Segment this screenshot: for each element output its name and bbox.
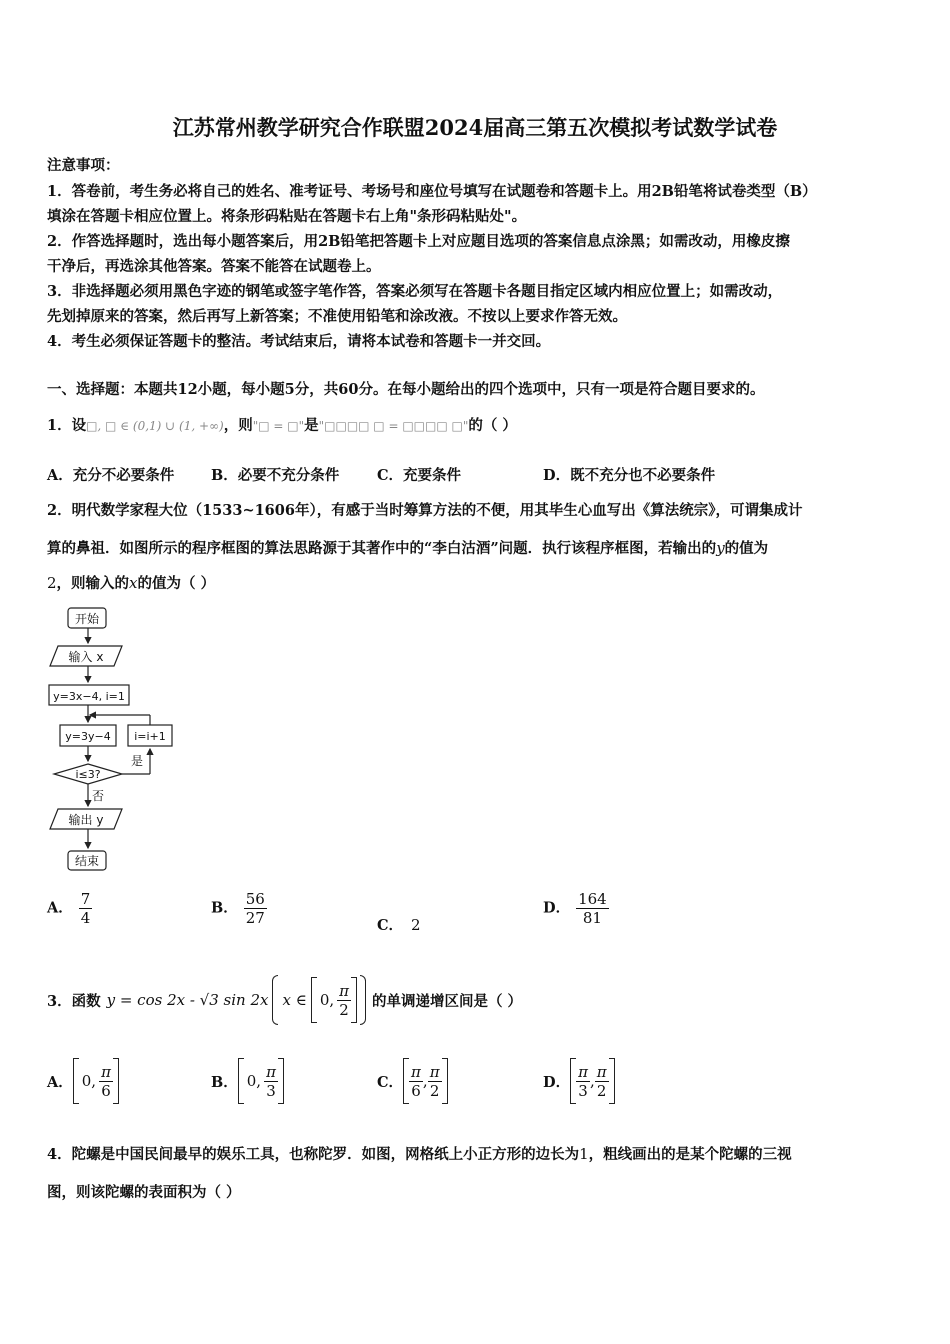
q4-line1b: ，粗线画出的是某个陀螺的三视: [588, 1146, 792, 1163]
flow-update-i-label: i=i+1: [134, 730, 166, 743]
fraction-den: 6: [99, 1081, 113, 1100]
q2-line3b: 的值为（ ）: [137, 575, 216, 592]
fraction-num: π: [101, 1062, 111, 1081]
q4-line1: [47, 1143, 792, 1164]
option-interval: [73, 1058, 119, 1104]
interval-fraction: [99, 1063, 113, 1100]
fraction-num: π: [596, 1062, 607, 1081]
flow-condition-label: i≤3?: [75, 768, 101, 781]
q2-option-b: [211, 890, 267, 927]
q1-suffix: 的（ ）: [468, 417, 517, 434]
flow-init-label: y=3x−4, i=1: [53, 690, 125, 703]
q1-prefix: 1．设: [47, 417, 87, 434]
q2-option-c: [377, 914, 421, 935]
q1-option-b: B．必要不充分条件: [211, 467, 340, 484]
q3-option-b: [211, 1058, 284, 1104]
q3-domain-prefix: x ∈: [282, 991, 307, 1009]
fraction-num: π: [578, 1062, 588, 1081]
interval-fraction-high: [595, 1063, 609, 1100]
q1-quote1: "□ = □": [252, 419, 305, 433]
fraction-den: 27: [245, 909, 265, 927]
fraction-den: 81: [576, 908, 609, 927]
q1-condition: □, □ ∈ (0,1) ∪ (1, +∞): [86, 419, 224, 433]
q4-line2: 图，则该陀螺的表面积为（ ）: [47, 1184, 241, 1201]
option-fraction: [79, 890, 93, 927]
q3-option-a: [47, 1058, 119, 1104]
flow-end-label: 结束: [74, 854, 100, 868]
notice-line: 先划掉原来的答案，然后再写上新答案；不准使用铅笔和涂改液。不按以上要求作答无效。: [47, 308, 627, 325]
flow-no-label: 否: [91, 789, 105, 803]
option-interval: [238, 1058, 284, 1104]
notice-line: 1．答卷前，考生务必将自己的姓名、准考证号、考场号和座位号填写在试题卷和答题卡上。用2B铅笔将试卷类型（B）: [47, 183, 817, 200]
q1-mid1: ，则: [223, 417, 253, 434]
notice-line: 3．非选择题必须用黑色字迹的钢笔或签字笔作答，答案必须写在答题卡各题目指定区域内相应位置上；如需改动，: [47, 283, 783, 300]
fraction-num: π: [411, 1062, 421, 1081]
q2-line2a: 算的鼻祖．如图所示的程序框图的算法思路源于其著作中的“李白沽酒”问题．执行该程序框图，若输出的: [47, 540, 717, 557]
fraction-num: 164: [578, 890, 607, 908]
q2-var-x: x: [129, 574, 138, 592]
interval-low: 0,: [246, 1072, 262, 1090]
option-value: 2: [411, 916, 421, 934]
q3-domain-low: 0,: [319, 991, 335, 1009]
q3-function: y = cos 2x - √3 sin 2x: [106, 991, 269, 1009]
fraction-den: 2: [428, 1081, 442, 1100]
option-label: C．: [377, 1073, 404, 1091]
notice-line: 填涂在答题卡相应位置上。将条形码粘贴在答题卡右上角"条形码粘贴处"。: [47, 208, 527, 225]
flow-output-label: 输出 y: [68, 813, 104, 827]
option-interval: $\frac{\pi}{6}$ , $\frac{\pi}{2}$: [403, 1058, 448, 1104]
flowchart: [44, 603, 184, 873]
interval-fraction-low: [576, 1063, 590, 1100]
flow-input-label: 输入 x: [68, 650, 104, 664]
q2-line3a: ，则输入的: [56, 575, 130, 592]
q2-value-2: 2: [47, 574, 57, 592]
option-label: D．: [543, 1073, 571, 1091]
exam-title: 江苏常州教学研究合作联盟2024届高三第五次模拟考试数学试卷: [172, 115, 778, 140]
q1-option-c: C．充要条件: [377, 467, 462, 484]
q2-option-a: [47, 890, 92, 927]
q1-option-a: A．充分不必要条件: [47, 467, 175, 484]
q4-value-1: 1: [579, 1145, 589, 1163]
fraction-num: π: [429, 1062, 440, 1081]
fraction-num: 7: [80, 890, 91, 908]
interval-fraction-high: [428, 1063, 442, 1100]
option-label: A．: [47, 899, 73, 917]
option-fraction: [244, 890, 267, 927]
flow-update-y-label: y=3y−4: [65, 730, 111, 743]
option-label: C．: [377, 917, 404, 934]
option-fraction: [576, 890, 609, 927]
q3-suffix: 的单调递增区间是（ ）: [372, 992, 523, 1010]
q2-line2b: 的值为: [724, 540, 769, 557]
q2-var-y: y: [716, 539, 725, 557]
flow-start-label: 开始: [74, 612, 100, 626]
interval-fraction: [264, 1063, 278, 1100]
q3-option-d: [543, 1058, 615, 1104]
fraction-num: 56: [245, 890, 265, 908]
q1-quote2: "□□□□ □ = □□□□ □": [318, 419, 469, 433]
q3-domain: [272, 975, 366, 1025]
option-label: B．: [211, 899, 238, 917]
q4-line1a: 4．陀螺是中国民间最早的娱乐工具，也称陀罗．如图，网格纸上小正方形的边长为: [47, 1146, 580, 1163]
interval-low: 0,: [81, 1072, 97, 1090]
fraction-num: π: [266, 1062, 276, 1081]
q2-line1: 2．明代数学家程大位（1533~1606年），有感于当时筹算方法的不便，用其毕生心血写出《算法统宗》，可谓集成计: [47, 502, 803, 519]
q3-prefix: 3．函数: [47, 992, 101, 1010]
option-label: B．: [211, 1073, 238, 1091]
option-label: D．: [543, 899, 571, 917]
notice-line: 2．作答选择题时，选出每小题答案后，用2B铅笔把答题卡上对应题目选项的答案信息点涂黑；如需改动，用橡皮擦: [47, 233, 790, 250]
q2-line2: [47, 537, 768, 558]
notice-heading: 注意事项：: [47, 157, 120, 174]
notice-line: 干净后，再选涂其他答案。答案不能答在试题卷上。: [47, 258, 381, 275]
section-heading: 一、选择题：本题共12小题，每小题5分，共60分。在每小题给出的四个选项中，只有一项是符合题目要求的。: [47, 381, 765, 398]
q1-mid2: 是: [304, 417, 319, 434]
fraction-den: 2: [337, 1000, 351, 1019]
fraction-den: 2: [595, 1081, 609, 1100]
option-label: A．: [47, 1073, 73, 1091]
q2-line3: [47, 572, 215, 593]
fraction-den: 3: [264, 1081, 278, 1100]
question-3: [47, 975, 522, 1025]
notice-line: 4．考生必须保证答题卡的整洁。考试结束后，请将本试卷和答题卡一并交回。: [47, 333, 551, 350]
interval-fraction-low: [409, 1063, 423, 1100]
flow-yes-label: 是: [130, 754, 144, 768]
fraction-num: π: [339, 981, 349, 1000]
fraction-den: 6: [409, 1081, 423, 1100]
q3-domain-fraction: [337, 982, 351, 1019]
fraction-den: 4: [80, 909, 91, 927]
fraction-den: 3: [576, 1081, 590, 1100]
q1-option-d: D．既不充分也不必要条件: [543, 467, 716, 484]
q3-option-c: [377, 1058, 448, 1104]
option-interval: $\frac{\pi}{3}$ , $\frac{\pi}{2}$: [570, 1058, 615, 1104]
question-1: [47, 414, 517, 435]
q2-option-d: [543, 890, 609, 927]
